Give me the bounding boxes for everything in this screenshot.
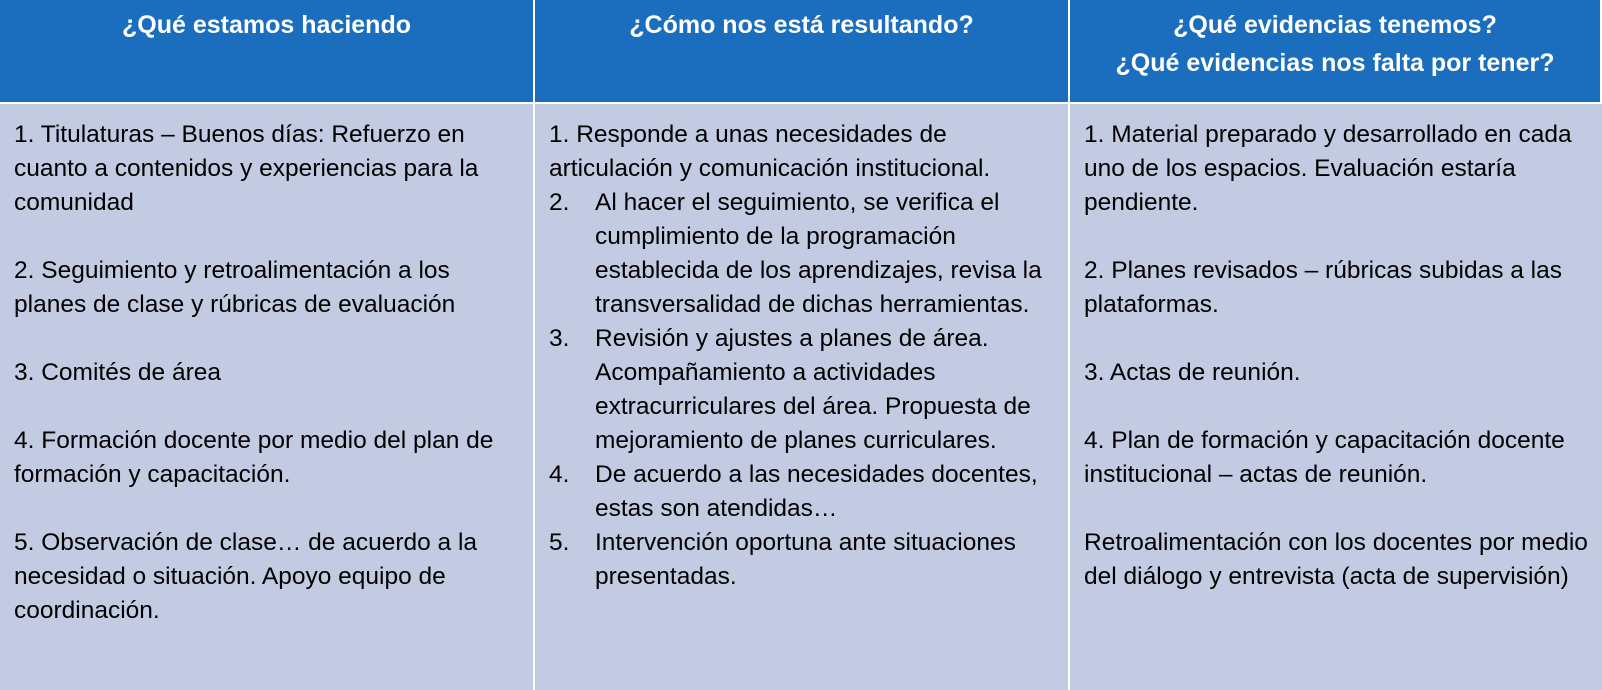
list-item: 3. Actas de reunión. [1084, 359, 1301, 386]
list-item: Retroalimentación con los docentes por medio del diálogo y entrevista (acta de supervisión) [1084, 529, 1588, 590]
header-line: ¿Qué evidencias tenemos? [1173, 11, 1497, 39]
cell-how-it-goes [535, 104, 1070, 690]
list-item: 4. Formación docente por medio del plan de formación y capacitación. [14, 427, 494, 488]
list-item [549, 526, 1058, 594]
header-how-it-goes [535, 0, 1070, 104]
list-item: 2. Planes revisados – rúbricas subidas a las plataformas. [1084, 257, 1563, 318]
header-line: ¿Qué evidencias nos falta por tener? [1115, 49, 1555, 77]
list-item: 2. Seguimiento y retroalimentación a los planes de clase y rúbricas de evaluación [14, 257, 456, 318]
list-number: 4. [549, 461, 570, 488]
cell-evidence [1070, 104, 1602, 690]
header-line: ¿Cómo nos está resultando? [629, 11, 974, 39]
list-number: 2. [549, 189, 570, 216]
list-item: 4. Plan de formación y capacitación docente institucional – actas de reunión. [1084, 427, 1565, 488]
list-item: 1. Material preparado y desarrollado en cada uno de los espacios. Evaluación estaría pendiente. [1084, 121, 1572, 216]
list-item: 1. Titulaturas – Buenos días: Refuerzo en cuanto a contenidos y experiencias para la comunidad [14, 121, 479, 216]
list-item [549, 186, 1058, 322]
list-item: 3. Comités de área [14, 359, 221, 386]
cell-what-we-do [0, 104, 535, 690]
list-number: 5. [549, 529, 570, 556]
header-what-we-do [0, 0, 535, 104]
list-text: Al hacer el seguimiento, se verifica el cumplimiento de la programación establecida de los aprendizajes, revisa la transversalidad de dichas herramientas. [595, 189, 1042, 318]
list-text: Revisión y ajustes a planes de área. Acompañamiento a actividades extracurriculares del área. Propuesta de mejoramiento de planes curriculares. [595, 325, 1031, 454]
list-item [549, 458, 1058, 526]
list-item: 5. Observación de clase… de acuerdo a la necesidad o situación. Apoyo equipo de coordinación. [14, 529, 478, 624]
list-item [549, 322, 1058, 458]
header-line: ¿Qué estamos haciendo [122, 11, 411, 39]
header-evidence [1070, 0, 1602, 104]
list-item-intro: 1. Responde a unas necesidades de articulación y comunicación institucional. [549, 121, 991, 182]
numbered-list [549, 186, 1058, 594]
list-number: 3. [549, 325, 570, 352]
list-text: De acuerdo a las necesidades docentes, estas son atendidas… [595, 461, 1038, 522]
list-text: Intervención oportuna ante situaciones presentadas. [595, 529, 1016, 590]
